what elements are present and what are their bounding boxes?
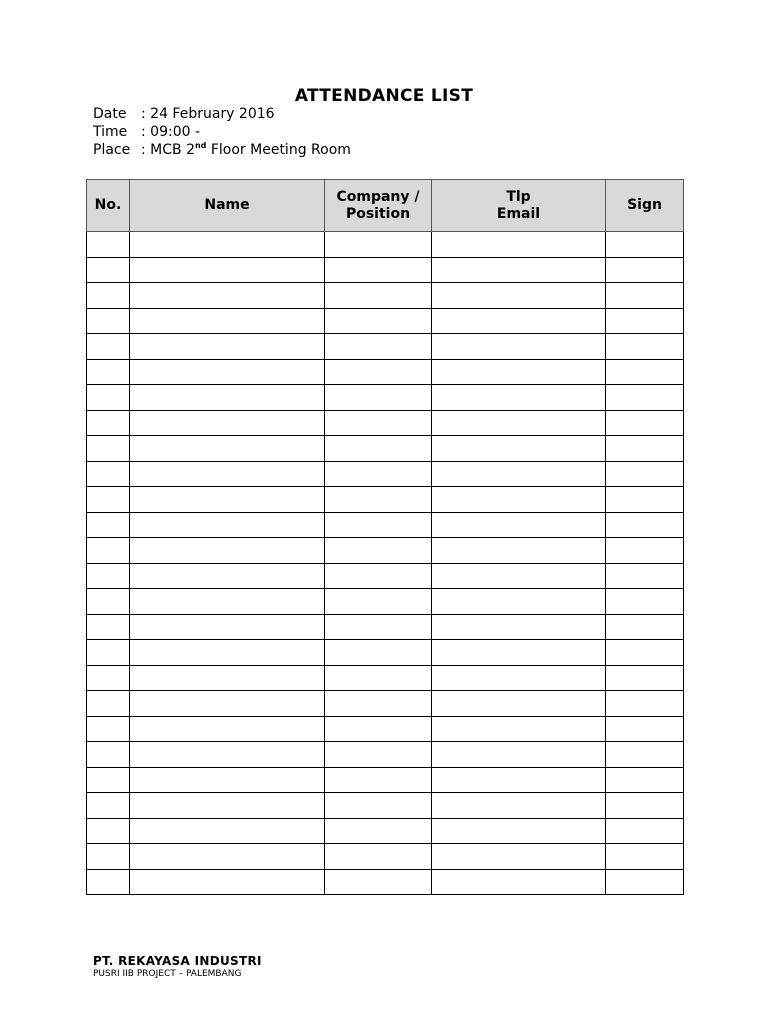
cell-company-position[interactable] [325, 793, 432, 819]
table-row [87, 742, 684, 768]
cell-name[interactable] [130, 257, 325, 283]
cell-tlp-email[interactable] [432, 257, 606, 283]
cell-company-position[interactable] [325, 818, 432, 844]
cell-name[interactable] [130, 691, 325, 717]
cell-no[interactable] [87, 665, 130, 691]
table-row [87, 767, 684, 793]
cell-company-position[interactable] [325, 436, 432, 462]
cell-sign[interactable] [606, 410, 684, 436]
cell-company-position[interactable] [325, 257, 432, 283]
cell-tlp-email[interactable] [432, 232, 606, 258]
cell-tlp-email[interactable] [432, 691, 606, 717]
cell-company-position[interactable] [325, 844, 432, 870]
cell-name[interactable] [130, 742, 325, 768]
table-row [87, 385, 684, 411]
cell-sign[interactable] [606, 257, 684, 283]
cell-sign[interactable] [606, 793, 684, 819]
cell-tlp-email[interactable] [432, 818, 606, 844]
table-row [87, 563, 684, 589]
cell-name[interactable] [130, 385, 325, 411]
cell-company-position[interactable] [325, 640, 432, 666]
table-row [87, 436, 684, 462]
cell-no[interactable] [87, 767, 130, 793]
cell-name[interactable] [130, 410, 325, 436]
cell-company-position[interactable] [325, 512, 432, 538]
cell-company-position[interactable] [325, 232, 432, 258]
date-value: : 24 February 2016 [141, 106, 275, 122]
cell-sign[interactable] [606, 818, 684, 844]
cell-no[interactable] [87, 844, 130, 870]
cell-no[interactable] [87, 563, 130, 589]
cell-name[interactable] [130, 563, 325, 589]
cell-tlp-email[interactable] [432, 640, 606, 666]
cell-tlp-email[interactable] [432, 665, 606, 691]
cell-name[interactable] [130, 308, 325, 334]
cell-name[interactable] [130, 512, 325, 538]
cell-no[interactable] [87, 869, 130, 895]
cell-no[interactable] [87, 818, 130, 844]
cell-tlp-email[interactable] [432, 487, 606, 513]
cell-name[interactable] [130, 665, 325, 691]
cell-name[interactable] [130, 614, 325, 640]
cell-name[interactable] [130, 869, 325, 895]
cell-no[interactable] [87, 742, 130, 768]
table-row [87, 512, 684, 538]
cell-tlp-email[interactable] [432, 410, 606, 436]
table-row [87, 232, 684, 258]
cell-no[interactable] [87, 410, 130, 436]
cell-sign[interactable] [606, 512, 684, 538]
cell-sign[interactable] [606, 742, 684, 768]
place-value-suffix: Floor Meeting Room [206, 142, 351, 158]
table-row [87, 334, 684, 360]
cell-no[interactable] [87, 436, 130, 462]
table-row [87, 793, 684, 819]
table-row [87, 257, 684, 283]
cell-no[interactable] [87, 793, 130, 819]
cell-tlp-email[interactable] [432, 793, 606, 819]
table-header-row [87, 180, 684, 232]
cell-name[interactable] [130, 793, 325, 819]
header-company-position [325, 180, 432, 232]
cell-name[interactable] [130, 767, 325, 793]
table-row [87, 308, 684, 334]
place-label: Place [93, 142, 131, 158]
cell-no[interactable] [87, 538, 130, 564]
cell-name[interactable] [130, 818, 325, 844]
cell-company-position[interactable] [325, 742, 432, 768]
cell-name[interactable] [130, 589, 325, 615]
table-row [87, 461, 684, 487]
cell-company-position[interactable] [325, 410, 432, 436]
page-title: ATTENDANCE LIST [294, 86, 474, 106]
header-tlp-line1: Tlp [506, 188, 531, 205]
cell-tlp-email[interactable] [432, 716, 606, 742]
cell-tlp-email[interactable] [432, 512, 606, 538]
cell-name[interactable] [130, 436, 325, 462]
cell-sign[interactable] [606, 665, 684, 691]
cell-no[interactable] [87, 640, 130, 666]
attendance-table [86, 179, 684, 895]
table-row [87, 614, 684, 640]
cell-sign[interactable] [606, 691, 684, 717]
place-value-superscript: nd [194, 141, 207, 150]
cell-company-position[interactable] [325, 461, 432, 487]
header-name: Name [130, 180, 325, 232]
cell-name[interactable] [130, 283, 325, 309]
cell-sign[interactable] [606, 869, 684, 895]
cell-company-position[interactable] [325, 487, 432, 513]
cell-sign[interactable] [606, 232, 684, 258]
table-row [87, 410, 684, 436]
table-row [87, 538, 684, 564]
table-row [87, 283, 684, 309]
cell-sign[interactable] [606, 538, 684, 564]
meta-place [93, 141, 351, 159]
cell-sign[interactable] [606, 589, 684, 615]
cell-company-position[interactable] [325, 691, 432, 717]
cell-company-position[interactable] [325, 767, 432, 793]
cell-no[interactable] [87, 283, 130, 309]
cell-no[interactable] [87, 589, 130, 615]
cell-tlp-email[interactable] [432, 742, 606, 768]
cell-sign[interactable] [606, 308, 684, 334]
header-no: No. [87, 180, 130, 232]
cell-tlp-email[interactable] [432, 614, 606, 640]
table-row [87, 869, 684, 895]
cell-name[interactable] [130, 232, 325, 258]
cell-tlp-email[interactable] [432, 844, 606, 870]
cell-no[interactable] [87, 716, 130, 742]
cell-company-position[interactable] [325, 334, 432, 360]
table-row [87, 844, 684, 870]
header-sign: Sign [606, 180, 684, 232]
cell-sign[interactable] [606, 385, 684, 411]
table-body [87, 232, 684, 895]
cell-name[interactable] [130, 640, 325, 666]
cell-sign[interactable] [606, 436, 684, 462]
cell-tlp-email[interactable] [432, 359, 606, 385]
meta-time [93, 123, 200, 141]
cell-sign[interactable] [606, 359, 684, 385]
table-row [87, 359, 684, 385]
table-row [87, 691, 684, 717]
cell-no[interactable] [87, 232, 130, 258]
cell-no[interactable] [87, 359, 130, 385]
date-label: Date [93, 106, 127, 122]
cell-sign[interactable] [606, 614, 684, 640]
cell-tlp-email[interactable] [432, 308, 606, 334]
cell-company-position[interactable] [325, 716, 432, 742]
cell-no[interactable] [87, 512, 130, 538]
cell-no[interactable] [87, 691, 130, 717]
cell-sign[interactable] [606, 563, 684, 589]
cell-company-position[interactable] [325, 589, 432, 615]
header-tlp-line2: Email [496, 205, 541, 222]
cell-sign[interactable] [606, 716, 684, 742]
cell-company-position[interactable] [325, 869, 432, 895]
cell-sign[interactable] [606, 334, 684, 360]
cell-no[interactable] [87, 385, 130, 411]
cell-tlp-email[interactable] [432, 334, 606, 360]
cell-no[interactable] [87, 614, 130, 640]
cell-tlp-email[interactable] [432, 563, 606, 589]
cell-tlp-email[interactable] [432, 436, 606, 462]
cell-company-position[interactable] [325, 538, 432, 564]
meta-date [93, 105, 275, 123]
cell-tlp-email[interactable] [432, 589, 606, 615]
cell-company-position[interactable] [325, 614, 432, 640]
table-row [87, 640, 684, 666]
cell-tlp-email[interactable] [432, 283, 606, 309]
cell-sign[interactable] [606, 640, 684, 666]
footer-company: PT. REKAYASA INDUSTRI [93, 954, 262, 968]
header-company-line1: Company / [336, 188, 420, 205]
cell-tlp-email[interactable] [432, 538, 606, 564]
place-value-prefix: : MCB 2 [141, 142, 195, 158]
cell-name[interactable] [130, 334, 325, 360]
cell-no[interactable] [87, 308, 130, 334]
cell-no[interactable] [87, 257, 130, 283]
cell-company-position[interactable] [325, 359, 432, 385]
cell-name[interactable] [130, 844, 325, 870]
cell-tlp-email[interactable] [432, 385, 606, 411]
footer-project: PUSRI IIB PROJECT – PALEMBANG [93, 969, 242, 979]
cell-company-position[interactable] [325, 563, 432, 589]
table-row [87, 818, 684, 844]
cell-company-position[interactable] [325, 283, 432, 309]
cell-no[interactable] [87, 487, 130, 513]
table-row [87, 589, 684, 615]
cell-sign[interactable] [606, 487, 684, 513]
cell-tlp-email[interactable] [432, 767, 606, 793]
cell-name[interactable] [130, 716, 325, 742]
cell-name[interactable] [130, 359, 325, 385]
cell-name[interactable] [130, 487, 325, 513]
cell-name[interactable] [130, 538, 325, 564]
table-row [87, 665, 684, 691]
cell-sign[interactable] [606, 767, 684, 793]
time-value: : 09:00 - [141, 124, 201, 140]
cell-company-position[interactable] [325, 385, 432, 411]
table-row [87, 716, 684, 742]
header-tlp-email [432, 180, 606, 232]
table-row [87, 487, 684, 513]
cell-sign[interactable] [606, 283, 684, 309]
cell-sign[interactable] [606, 844, 684, 870]
cell-tlp-email[interactable] [432, 461, 606, 487]
header-company-line2: Position [345, 205, 411, 222]
cell-no[interactable] [87, 334, 130, 360]
cell-company-position[interactable] [325, 308, 432, 334]
cell-name[interactable] [130, 461, 325, 487]
cell-no[interactable] [87, 461, 130, 487]
cell-company-position[interactable] [325, 665, 432, 691]
cell-sign[interactable] [606, 461, 684, 487]
cell-tlp-email[interactable] [432, 869, 606, 895]
time-label: Time [93, 124, 128, 140]
